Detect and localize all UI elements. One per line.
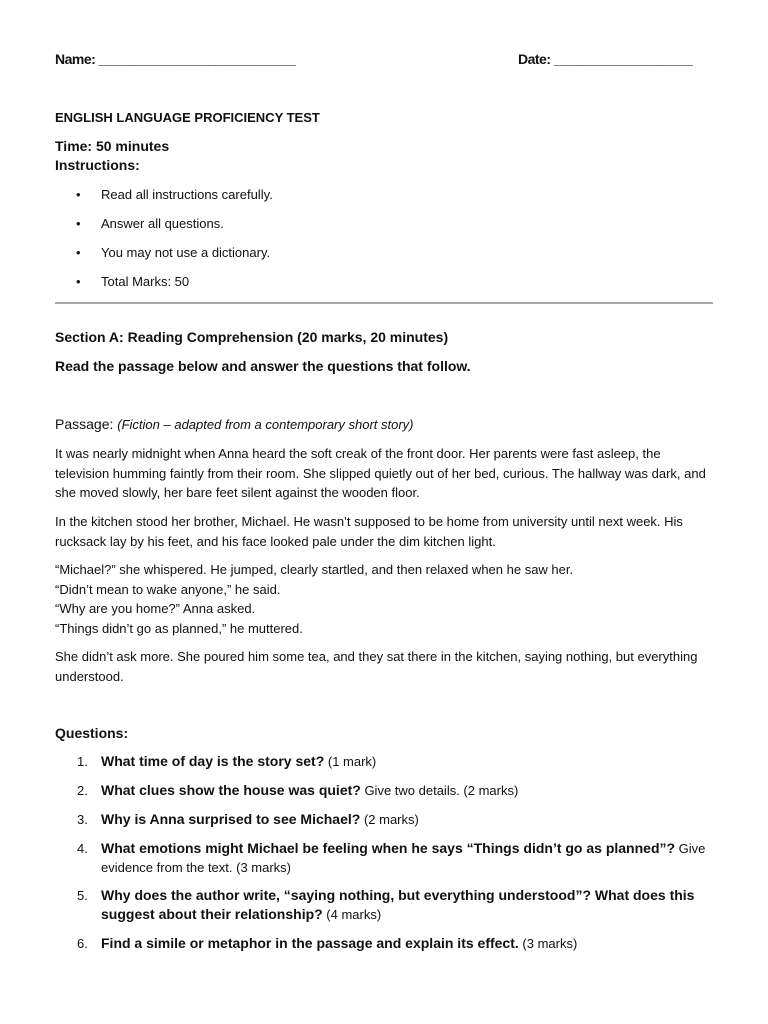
instruction-item xyxy=(55,214,273,243)
question-text: What time of day is the story set? xyxy=(101,753,325,769)
instruction-item xyxy=(55,272,273,301)
question-text: Find a simile or metaphor in the passage and explain its effect. xyxy=(101,935,519,951)
questions-heading: Questions: xyxy=(55,725,129,741)
instruction-item xyxy=(55,243,273,272)
question-number: 1. xyxy=(77,754,88,769)
section-a-instruction: Read the passage below and answer the questions that follow. xyxy=(55,358,471,374)
bullet-icon: • xyxy=(76,274,81,289)
name-field: Name: ___________________________ xyxy=(55,51,296,67)
date-field: Date: ___________________ xyxy=(518,51,693,67)
question-marks: (3 marks) xyxy=(518,936,578,951)
question-text: Why does the author write, “saying nothing, but everything understood”? What does this suggest about their relationship? xyxy=(101,887,695,922)
question-marks: Give two details. (2 marks) xyxy=(360,783,519,798)
question-item xyxy=(55,810,715,839)
dialogue-line: “Didn’t mean to wake anyone,” he said. xyxy=(55,581,281,597)
test-title: ENGLISH LANGUAGE PROFICIENCY TEST xyxy=(55,110,320,125)
bullet-icon: • xyxy=(76,187,81,202)
question-text: What clues show the house was quiet? xyxy=(101,782,361,798)
question-marks: (2 marks) xyxy=(360,812,419,827)
question-number: 5. xyxy=(77,888,88,903)
instruction-item xyxy=(55,185,273,214)
dialogue-line: “Michael?” she whispered. He jumped, clearly startled, and then relaxed when he saw her. xyxy=(55,562,574,577)
question-item xyxy=(55,839,715,886)
instruction-text: Answer all questions. xyxy=(101,216,224,231)
instruction-text: Total Marks: 50 xyxy=(101,274,190,289)
question-text: What emotions might Michael be feeling when he says “Things didn’t go as planned”? xyxy=(101,840,676,856)
instruction-text: You may not use a dictionary. xyxy=(101,245,271,260)
questions-list xyxy=(55,752,715,963)
time-limit: Time: 50 minutes xyxy=(55,138,170,154)
question-item xyxy=(55,752,715,781)
passage-paragraph: In the kitchen stood her brother, Michael. He wasn’t supposed to be home from university until next week. His rucksack lay by his feet, and his face looked pale under the dim kitchen light. xyxy=(55,514,683,549)
passage-paragraph: It was nearly midnight when Anna heard the soft creak of the front door. Her parents were fast asleep, the television humming faintly from their room. She slipped quietly out of her bed, curious. The hallway was dark, and she moved slowly, her bare feet silent against the wooden floor. xyxy=(55,446,706,500)
passage-label-text: Passage: xyxy=(55,416,114,432)
passage-source: (Fiction – adapted from a contemporary short story) xyxy=(117,417,414,432)
instructions-list xyxy=(55,185,273,301)
section-divider xyxy=(55,302,713,304)
question-item xyxy=(55,886,715,934)
dialogue-line: “Why are you home?” Anna asked. xyxy=(55,601,256,616)
passage-label xyxy=(55,416,414,432)
question-item xyxy=(55,934,715,963)
question-number: 2. xyxy=(77,783,88,798)
question-number: 3. xyxy=(77,812,88,827)
question-number: 4. xyxy=(77,841,88,856)
bullet-icon: • xyxy=(76,245,81,260)
instruction-text: Read all instructions carefully. xyxy=(101,187,273,202)
dialogue-line: “Things didn’t go as planned,” he muttered. xyxy=(55,620,303,636)
question-number: 6. xyxy=(77,936,88,951)
question-item xyxy=(55,781,715,810)
question-marks: Give evidence from the text. (3 marks) xyxy=(101,841,706,875)
question-text: Why is Anna surprised to see Michael? xyxy=(101,811,361,827)
bullet-icon: • xyxy=(76,216,81,231)
passage-paragraph: She didn’t ask more. She poured him some tea, and they sat there in the kitchen, saying nothing, but everything understood. xyxy=(55,649,698,684)
passage-dialogue xyxy=(55,560,715,638)
question-marks: (4 marks) xyxy=(322,907,382,922)
instructions-heading: Instructions: xyxy=(55,157,140,173)
question-marks: (1 mark) xyxy=(324,754,377,769)
section-a-title: Section A: Reading Comprehension (20 marks, 20 minutes) xyxy=(55,329,449,345)
